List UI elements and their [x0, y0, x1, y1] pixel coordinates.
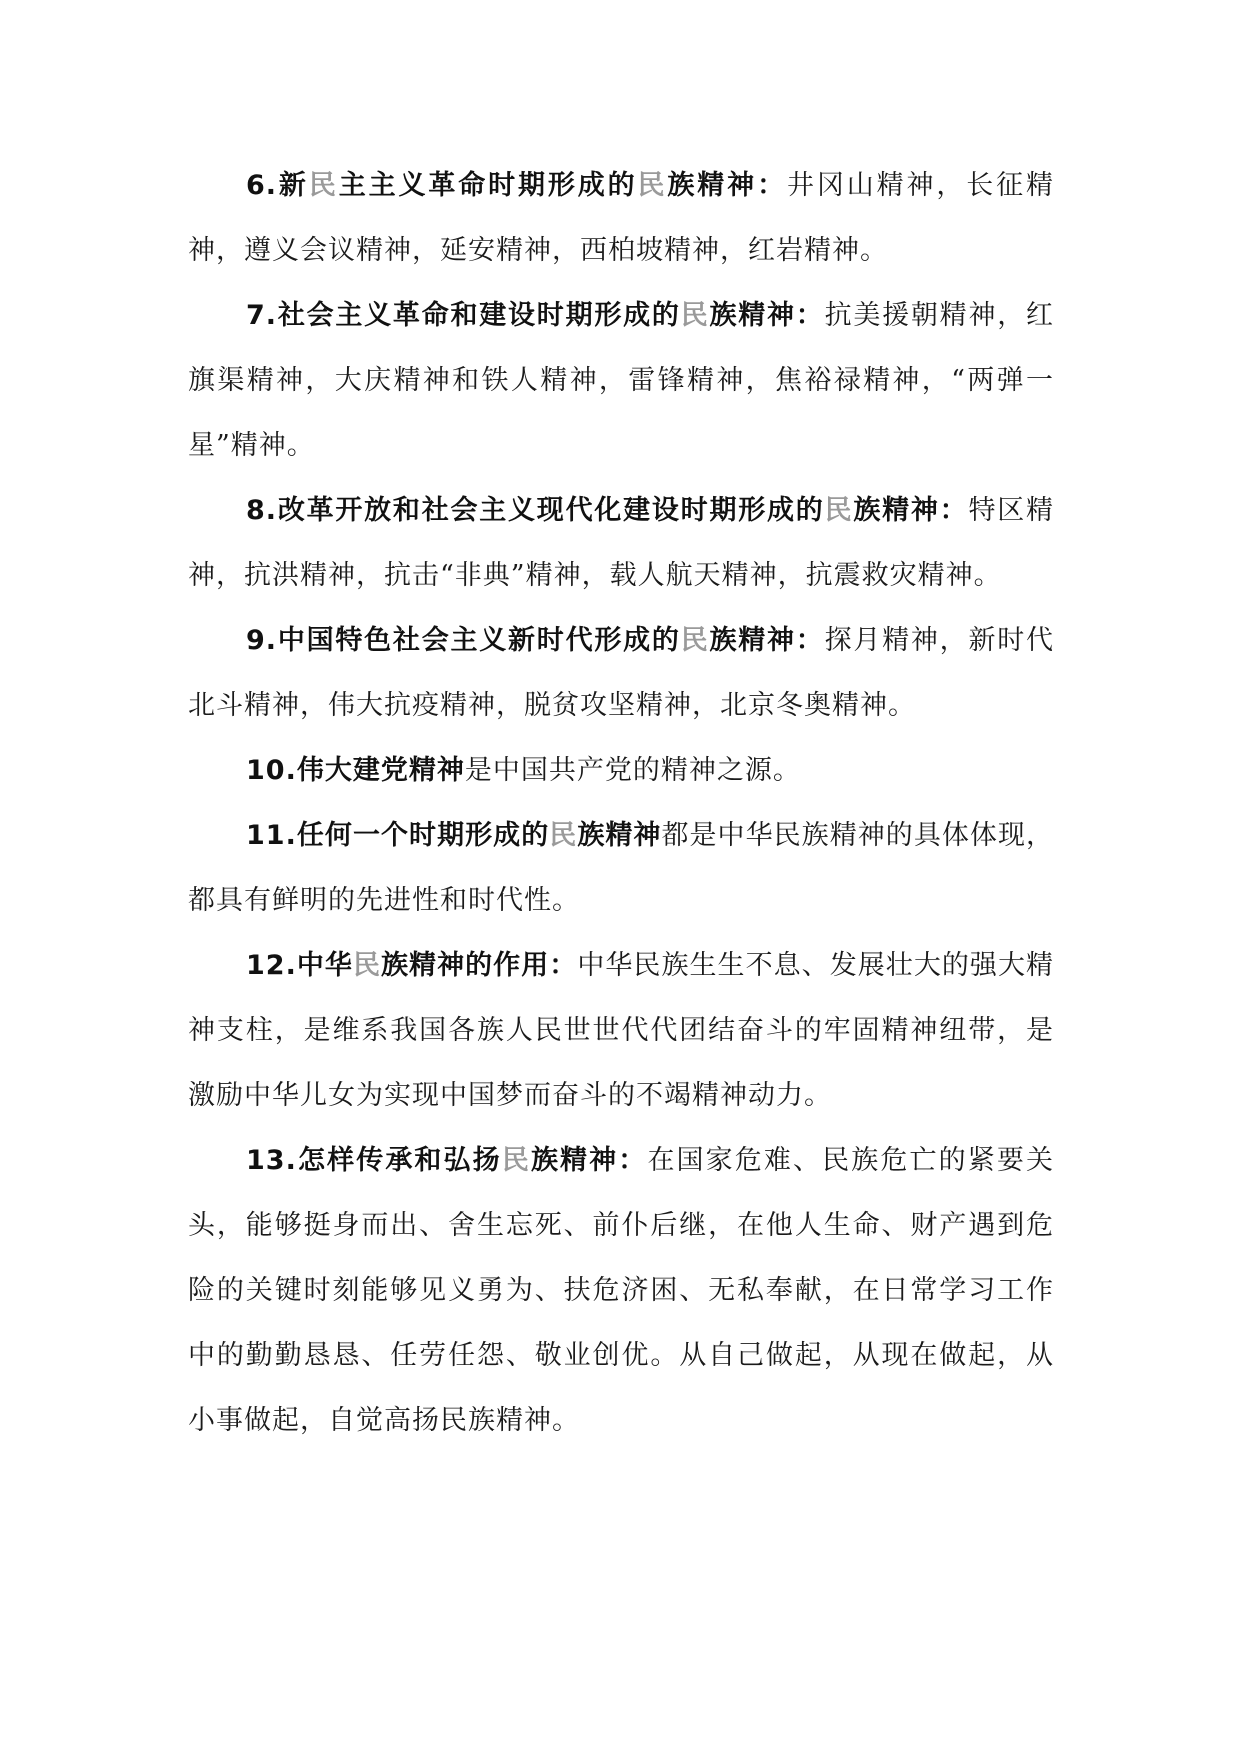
paragraph-text: 在国家危难、民族危亡的紧要关头，能够挺身而出、舍生忘死、前仆后继，在他人生命、财产遇到危险的关键时刻能够见义勇为、扶危济困、无私奉献，在日常学习工作中的勤勤恳恳、任劳任怨、敬业创优。从自己做起，从现在做起，从小事做起，自觉高扬民族精神。 [188, 1145, 1055, 1436]
paragraph-text: 都是中华民族精神的具体体现，都具有鲜明的先进性和时代性。 [188, 820, 1055, 916]
paragraph-10 [188, 738, 1054, 803]
paragraph-9 [188, 608, 1054, 738]
paragraph-11 [188, 803, 1054, 933]
paragraph-text: 抗美援朝精神，红旗渠精神，大庆精神和铁人精神，雷锋精神，焦裕禄精神，“两弹一星”精神。 [188, 300, 1055, 461]
paragraph-6 [188, 153, 1054, 283]
paragraph-8 [188, 478, 1054, 608]
paragraph-12 [188, 933, 1054, 1128]
paragraph-heading: 11.任何一个时期形成的民族精神 [246, 820, 662, 851]
paragraph-text: 井冈山精神，长征精神，遵义会议精神，延安精神，西柏坡精神，红岩精神。 [188, 170, 1055, 266]
paragraph-text: 中华民族生生不息、发展壮大的强大精神支柱，是维系我国各族人民世世代代团结奋斗的牢固精神纽带，是激励中华儿女为实现中国梦而奋斗的不竭精神动力。 [188, 950, 1055, 1111]
document-body [188, 153, 1054, 1453]
paragraph-13 [188, 1128, 1054, 1453]
paragraph-7 [188, 283, 1054, 478]
paragraph-text: 探月精神，新时代北斗精神，伟大抗疫精神，脱贫攻坚精神，北京冬奥精神。 [188, 625, 1055, 721]
paragraph-text: 特区精神，抗洪精神，抗击“非典”精神，载人航天精神，抗震救灾精神。 [188, 495, 1055, 591]
paragraph-heading: 10.伟大建党精神 [246, 755, 465, 786]
paragraph-text: 是中国共产党的精神之源。 [464, 755, 801, 786]
paragraph-heading: 6.新民主主义革命时期形成的民族精神： [246, 170, 787, 201]
paragraph-heading: 9.中国特色社会主义新时代形成的民族精神： [246, 625, 825, 656]
paragraph-heading: 13.怎样传承和弘扬民族精神： [246, 1145, 648, 1176]
paragraph-heading: 7.社会主义革命和建设时期形成的民族精神： [246, 300, 825, 331]
paragraph-heading: 12.中华民族精神的作用： [246, 950, 578, 981]
paragraph-heading: 8.改革开放和社会主义现代化建设时期形成的民族精神： [246, 495, 969, 526]
